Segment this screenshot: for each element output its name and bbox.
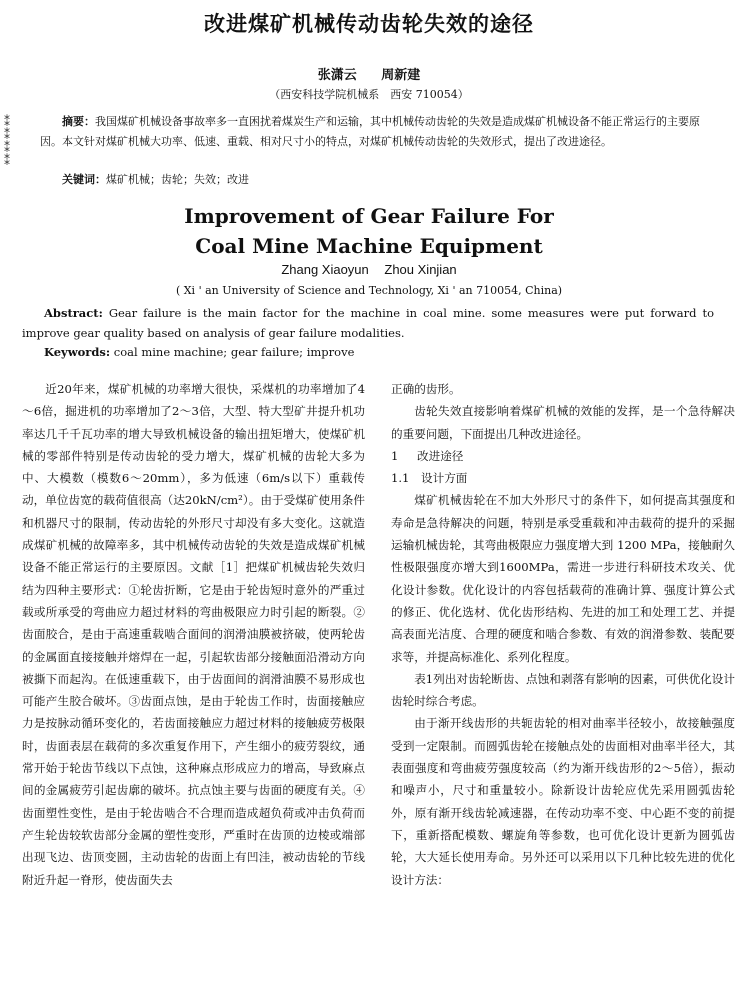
english-affiliation: ( Xi ' an University of Science and Technology, Xi ' an 710054, China) (175, 284, 563, 297)
section-heading (391, 445, 735, 467)
body-right-column (391, 378, 735, 891)
english-abstract-text: Gear failure is the main factor for the machine in coal mine. some measures were put forward to improve gear quality based on analysis of gear failure modalities. (22, 306, 715, 340)
chinese-authors (0, 64, 738, 83)
english-title-line-2: Coal Mine Machine Equipment (195, 234, 543, 258)
body-paragraph: 齿轮失效直接影响着煤矿机械的效能的发挥，是一个急待解决的重要问题，下面提出几种改进途径。 (391, 404, 735, 441)
subsection-heading (391, 467, 735, 489)
decorative-margin-mark: ⁑ ⁑ ⁑ ⁑ (4, 115, 10, 168)
english-keywords (44, 345, 714, 359)
body-paragraph: 表1列出对齿轮断齿、点蚀和剥落有影响的因素，可供优化设计齿轮时综合考虑。 (391, 671, 735, 709)
english-author-2: Zhou Xinjian (384, 262, 457, 277)
body-paragraph-continued: 正确的齿形。 (391, 382, 461, 396)
chinese-abstract-label: 摘要： (62, 115, 95, 128)
section-number: 1 (391, 448, 399, 463)
body-left-column (22, 378, 365, 891)
english-abstract (22, 303, 714, 343)
subsection-number: 1.1 (391, 471, 410, 486)
body-paragraph: 煤矿机械齿轮在不加大外形尺寸的条件下，如何提高其强度和寿命是急待解决的问题，特别是承受重载和冲击载荷的提升的采掘运输机械齿轮，其弯曲极限应力强度增大到 1200 MPa，接触耐久性极限强度亦增大到1600MPa，需进一步进行科研技术攻关、优化设计参数。优化设计的内容包括载荷的准确计算、强度计算公式的修正、优化选材、优化齿形结构、先进的加工和处理工艺、并提高表面光洁度、合理的硬度和啮合参数、有效的润滑参数、装配要求等，并提高标准化、系列化程度。 (391, 493, 735, 664)
english-title (0, 201, 738, 261)
english-author-1: Zhang Xiaoyun (281, 262, 369, 277)
chinese-author-1: 张潇云 (317, 68, 357, 83)
body-paragraph: 由于渐开线齿形的共轭齿轮的相对曲率半径较小，故接触强度受到一定限制。而圆弧齿轮在接触点处的齿面相对曲率半径大，其表面强度和弯曲疲劳强度较高（约为渐开线齿形的2～5倍），振动和噪声小，尺寸和重量较小。除新设计齿轮应优先采用圆弧齿轮外，原有渐开线齿轮减速器，在传动功率不变、中心距不变的前提下，重新搭配模数、螺旋角等参数，也可优化设计更新为圆弧齿轮，大大延长使用寿命。另外还可以采用以下几种比较先进的优化设计方法： (391, 716, 735, 887)
subsection-title: 设计方面 (421, 471, 468, 486)
chinese-affiliation: （西安科技学院机械系 西安 710054） (269, 88, 469, 101)
body-paragraph: 近20年来，煤矿机械的功率增大很快，采煤机的功率增加了4～6倍，掘进机的功率增加了2～3倍，大型、特大型矿井提升机功率达几千千瓦功率的增大导致机械设备的输出扭矩增大，使煤矿机械的零部件特别是传动齿轮的受力增大，煤矿机械的齿轮大多为中、大模数（模数6～20mm），多为低速（6m/s以下）重载传动，单位齿宽的载荷值很高（达20kN/cm²）。由于受煤矿使用条件和机器尺寸的限制，传动齿轮的外形尺寸却没有多大变化。这就造成煤矿机械的故障率多，其中机械传动齿轮的失效是造成煤矿机械设备不能正常运行的主要原因。文献［1］把煤矿机械齿轮失效归结为四种主要形式：①轮齿折断，它是由于轮齿短时意外的严重过载或所承受的弯曲应力超过材料的弯曲极限应力时引起的断裂。②齿面胶合，是由于高速重载啮合面间的润滑油膜被挤破，使两轮齿的金属面直接接触并熔焊在一起，引起软齿部分接触面沿滑动方向被撕下而起沟。在低速重载下，由于齿面间的润滑油膜不易形成也可能产生胶合破坏。③齿面点蚀，是由于轮齿工作时，齿面接触应力是按脉动循环变化的，若齿面接触应力超过材料的接触疲劳极限时，齿面表层在载荷的多次重复作用下，产生细小的疲劳裂纹，通常开始于轮齿节线以下点蚀，这种麻点形成应力的增高，导致麻点间的金属疲劳引起齿廓的破坏。抗点蚀主要与齿面的硬度有关。④齿面塑性变性，是由于轮齿啮合不合理而造成超负荷或冲击负荷而产生轮齿较软齿部分金属的塑性变形，严重时在齿顶的边棱或端部出现飞边、齿顶变圆，主动齿轮的齿面上有凹洼，被动齿轮的节线附近升起一脊形，使齿面失去 (22, 382, 365, 887)
chinese-author-2: 周新建 (381, 68, 421, 83)
chinese-keywords-text: 煤矿机械；齿轮；失效；改进 (106, 173, 249, 186)
english-abstract-label: Abstract: (44, 306, 103, 320)
english-keywords-label: Keywords: (44, 345, 111, 359)
chinese-abstract (40, 112, 712, 152)
section-title: 改进途径 (417, 448, 464, 463)
chinese-keywords (62, 171, 712, 187)
english-title-line-1: Improvement of Gear Failure For (184, 204, 554, 228)
chinese-title: 改进煤矿机械传动齿轮失效的途径 (204, 12, 534, 36)
english-authors (0, 262, 738, 277)
chinese-abstract-text: 我国煤矿机械设备事故率多一直困扰着煤炭生产和运输，其中机械传动齿轮的失效是造成煤矿机械设备不能正常运行的主要原因。本文针对煤矿机械大功率、低速、重载、相对尺寸小的特点，对煤矿机械传动齿轮的失效形式，提出了改进途径。 (40, 115, 700, 148)
chinese-keywords-label: 关键词： (62, 173, 106, 186)
english-keywords-text: coal mine machine; gear failure; improve (113, 345, 355, 359)
